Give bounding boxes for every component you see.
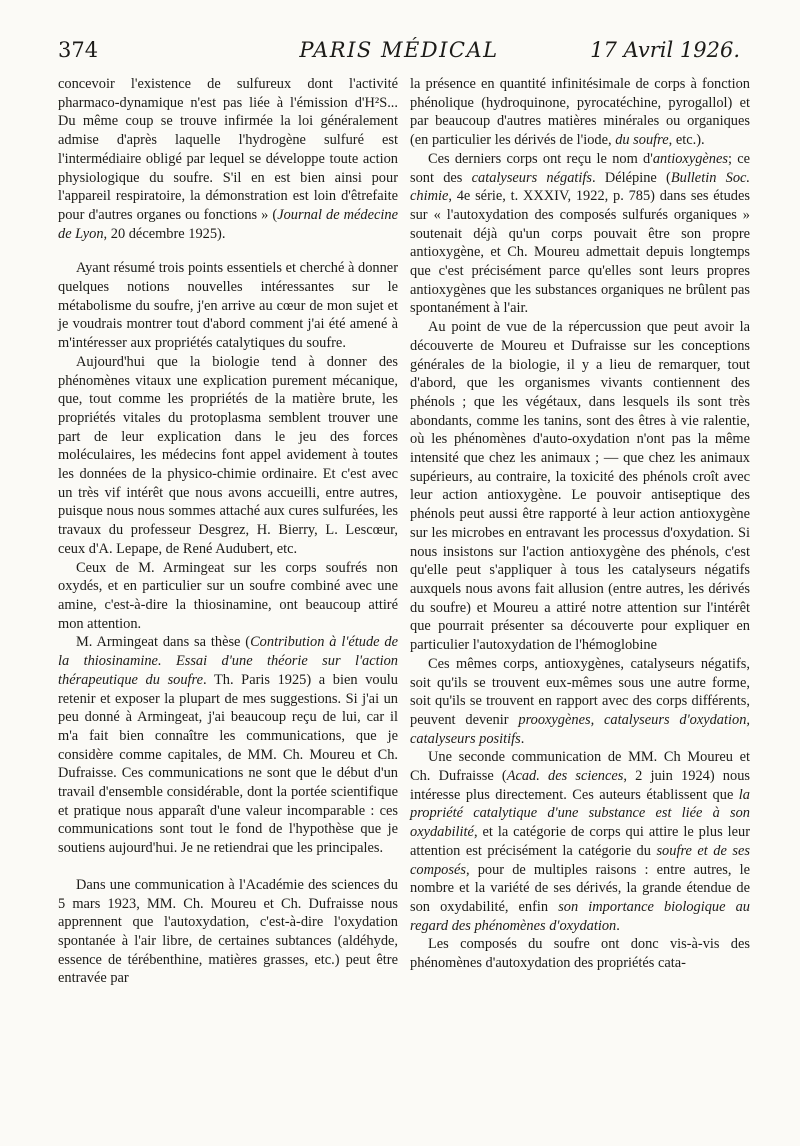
- text-run: Ces derniers corps ont reçu le nom d': [428, 150, 653, 167]
- paragraph: [410, 655, 750, 749]
- paragraph: [410, 748, 750, 935]
- italic-text: Contribution à l'étude de la thiosinamine. Essai d'une théorie sur l'action thérapeutique du soufre: [58, 634, 398, 688]
- italic-text: soufre et de ses composés: [410, 842, 750, 878]
- page-header: [58, 38, 740, 68]
- paragraph: Ceux de M. Armingeat sur les corps soufrés non oxydés, et en particulier sur un soufre combiné avec une amine, c'est-à-dire la thiosinamine, ont beaucoup attiré mon attention.: [58, 559, 398, 632]
- text-run: concevoir l'existence de sulfureux dont l'activité pharmaco-dynamique n'est pas liée à l'émission d'H²S... Du même coup se trouve infirmée la loi généralement admise d'après laquelle l'hydrogène sulfuré est l'intermédiaire obligé par lequel se développe toute action physiologique du soufre. S'il en est bien ainsi pour l'appareil respiratoire, la démonstration est loin d'êtrefaite pour d'autres organes ou fonctions » (: [58, 76, 398, 223]
- text-run: , 2 juin 1924) nous intéresse plus directement. Ces auteurs établissent que: [410, 768, 750, 803]
- paragraph: [58, 75, 398, 243]
- text-run: .: [616, 917, 620, 934]
- italic-text: Acad. des sciences: [506, 768, 624, 785]
- left-column: [58, 75, 398, 988]
- italic-text: son importance biologique au regard des phénomènes d'oxydation: [410, 898, 750, 934]
- text-run: ; ce sont des: [410, 150, 751, 186]
- italic-text: antioxygènes: [652, 150, 728, 167]
- text-run: Ces mêmes corps, antioxygènes, catalyseurs négatifs, soit qu'ils se trouvent eux-mêmes sous une autre forme, soit qu'ils se trouvent en rapport avec des corps différents, peuvent devenir: [410, 655, 750, 728]
- text-run: Une seconde communication de MM. Ch Moureu et Ch. Dufraisse (: [410, 749, 750, 785]
- text-run: , etc.).: [668, 132, 705, 149]
- paragraph: Dans une communication à l'Académie des sciences du 5 mars 1923, MM. Ch. Moureu et Ch. Dufraisse nous apprennent que l'autoxydation, c'est-à-dire l'oxydation spontanée à l'air libre, de certaines subtances (aldéhyde, essence de térébenthine, matières grasses, etc.) peut être entravée par: [58, 876, 398, 987]
- paragraph: Les composés du soufre ont donc vis-à-vis des phénomènes d'autoxydation des propriétés cata-: [410, 936, 750, 972]
- text-run: , et la catégorie de corps qui attire le plus leur attention est précisément la catégorie du: [410, 824, 750, 859]
- paragraph: Aujourd'hui que la biologie tend à donner des phénomènes vitaux une explication purement mécanique, que, tout comme les propriétés de la matière brute, les propriétés vitales du protoplasma semblent trouver une part de leur explication dans le jeu des forces moléculaires, les médecins font appel avidement à toutes les données de la physico-chimie ordinaire. Et c'est avec un très vif intérêt que nous avons accueilli, entre autres, puisque nous nous sommes attaché aux cures sulfurées, les travaux du professeur Desgrez, H. Bierry, L. Lescœur, ceux d'A. Lepape, de René Audubert, etc.: [58, 353, 398, 557]
- italic-text: la propriété catalytique d'une substance est liée à son oxydabilité: [410, 786, 750, 841]
- paragraph: [58, 633, 398, 857]
- page-number: 374: [58, 38, 99, 62]
- text-run: .: [520, 730, 525, 747]
- italic-text: catalyseurs négatifs: [471, 169, 593, 186]
- text-run: , 4e série, t. XXXIV, 1922, p. 785) dans ses études sur « l'autoxydation des composés sulfurés organiques » soutenait déjà qu'un corps pouvait être son propre antioxygène, et Ch. Moureu admettait depuis longtemps que c'est précisément parce qu'elles sont leurs propres antioxygènes que les substances organiques ne brûlent pas spontanément à l'air.: [410, 188, 750, 317]
- issue-date: 17 Avril 1926.: [590, 38, 740, 62]
- text-run: M. Armingeat dans sa thèse (: [76, 634, 251, 651]
- text-run: la présence en quantité infinitésimale de corps à fonction phénolique (hydroquinone, pyrocatéchine, pyrogallol) et par beaucoup d'autres matières minérales ou organiques (en particulier les dérivés de l'iode,: [410, 76, 750, 149]
- text-run: . Th. Paris 1925) a bien voulu retenir et exposer la plupart de mes suggestions. Si j'ai un peu donné à Armingeat, j'ai beaucoup reçu de lui, car il m'a fait bien connaître les communications, que je considère comme capitales, de MM. Ch. Moureu et Ch. Dufraisse. Ces communications ne sont que le début d'un travail d'ensemble considérable, dont la portée scientifique et pratique nous apparaît d'une valeur incomparable : ces communications sont tout le fond de l'hypothèse que je soutiens aujourd'hui. Je ne retiendrai que les principales.: [58, 671, 398, 857]
- italic-text: du soufre: [615, 132, 669, 149]
- italic-text: Journal de médecine de Lyon: [58, 206, 398, 242]
- paragraph: [410, 75, 750, 150]
- text-run: , 20 décembre 1925).: [103, 225, 226, 242]
- text-run: , pour de multiples raisons : entre autres, le nombre et la variété de ses dérivés, la grande étendue de son oxydabilité, enfin: [410, 861, 750, 915]
- italic-text: prooxygènes, catalyseurs d'oxydation, catalyseurs positifs: [410, 711, 750, 747]
- paragraph: Ayant résumé trois points essentiels et cherché à donner quelques notions nouvelles intéressantes sur le métabolisme du soufre, j'en arrive au cœur de mon sujet et je voudrais montrer tout d'abord comment j'ai été amené à m'intéresser aux propriétés catalytiques du soufre.: [58, 260, 398, 352]
- italic-text: Bulletin Soc. chimie: [410, 169, 751, 205]
- paragraph: Au point de vue de la répercussion que peut avoir la découverte de Moureu et Dufraisse sur les conceptions générales de la biologie, il y a lieu de remarquer, tout d'abord, que les organismes vivants contiennent des phénols ; que les végétaux, dans lesquels ils sont très abondants, comme les tanins, sont des êtres à vie ralentie, où les phénomènes d'auto-oxydation n'ont pas la même intensité que chez les animaux ; — que chez les animaux supérieurs, au contraire, la toxicité des phénols croît avec leur action antioxygène. Le pouvoir antiseptique des phénols peut aussi être rapporté à leur action antioxygène sur les microbes en entravant les processus d'oxydation. Si nous insistons sur l'action antioxygène des phénols, c'est qu'elle peut s'appliquer à tous les catalyseurs négatifs auxquels nous avons fait allusion (entre autres, les dérivés du soufre) et Moureu a attiré notre attention sur l'intérêt que pourrait présenter sa découverte pour expliquer en particulier l'autoxydation de l'hémoglobine: [410, 319, 750, 654]
- text-run: . Délépine (: [592, 169, 671, 186]
- journal-title: PARIS MÉDICAL: [299, 38, 499, 62]
- right-column: [410, 75, 750, 973]
- paragraph: [410, 150, 750, 318]
